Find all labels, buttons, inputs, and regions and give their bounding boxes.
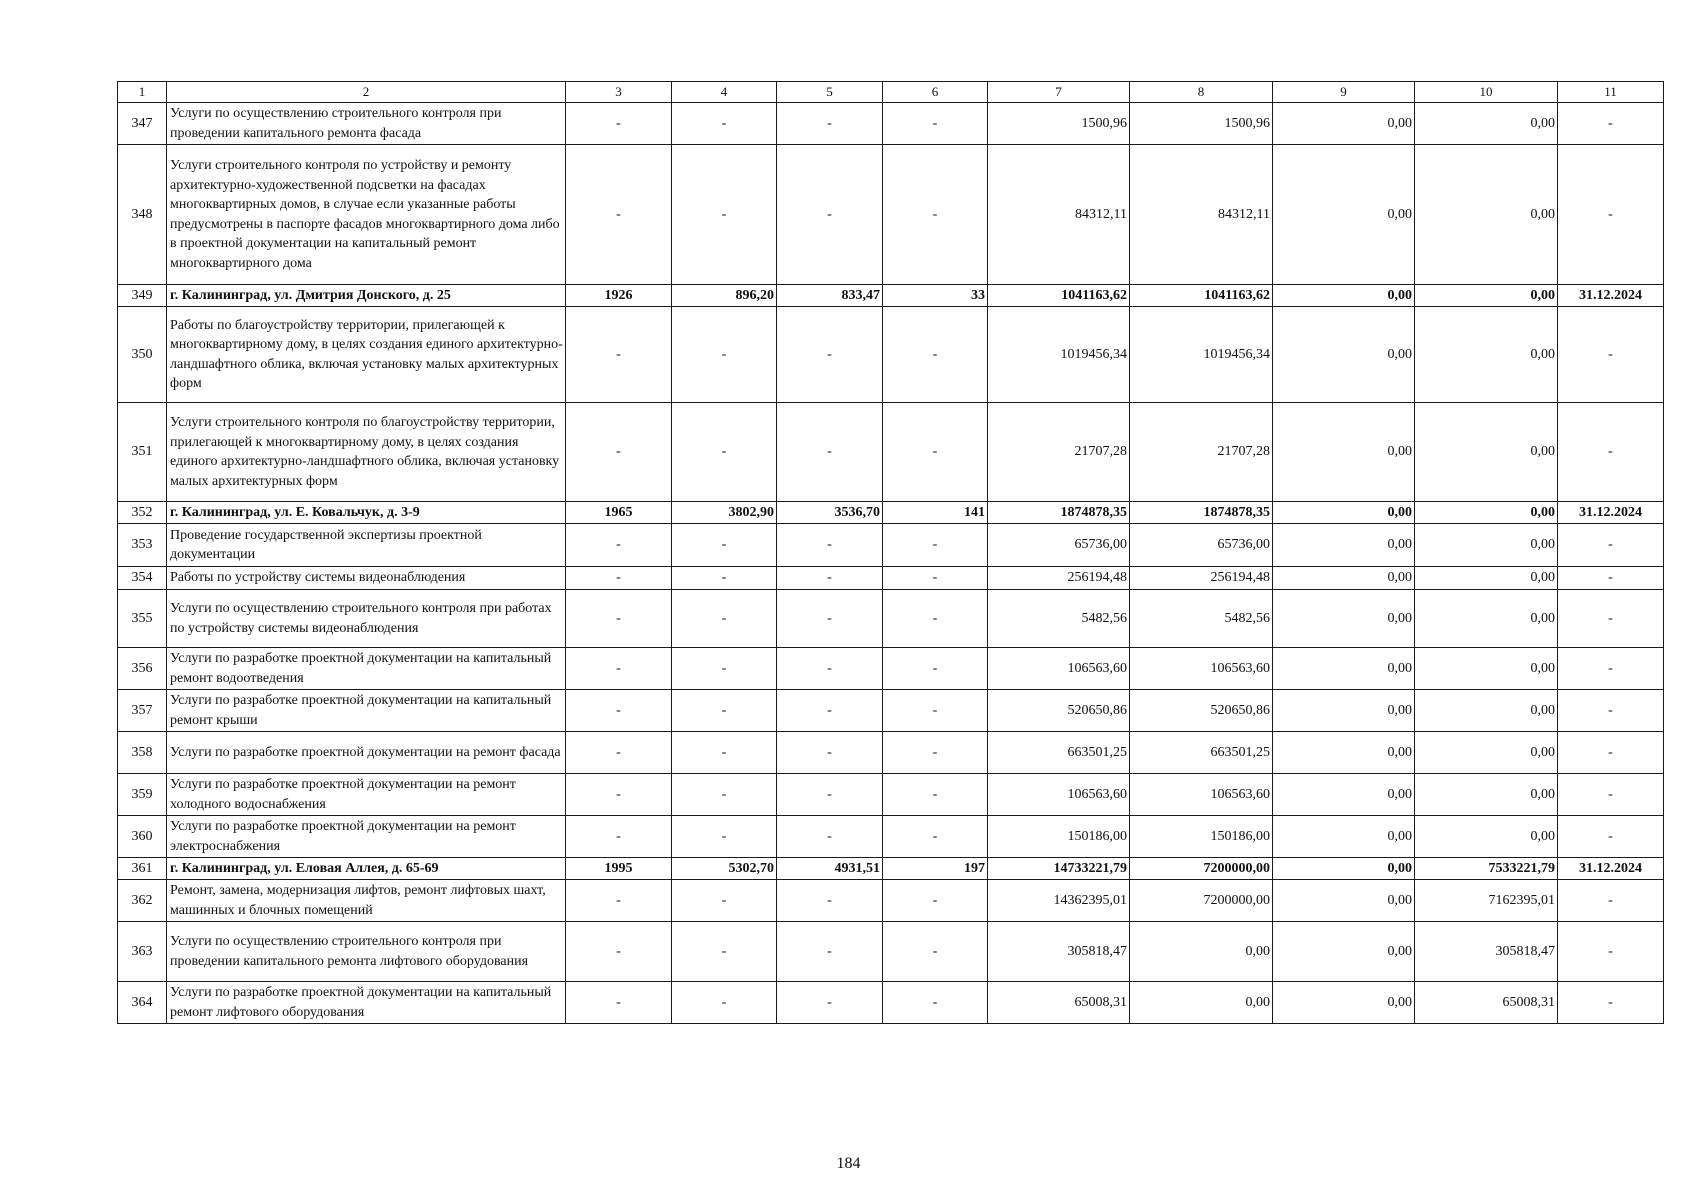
cost-owners-cell: 0,00 <box>1415 648 1558 690</box>
year-built-cell: 1926 <box>566 285 672 307</box>
area-living-cell: - <box>777 774 883 816</box>
row-number: 347 <box>118 103 167 145</box>
table-row <box>118 567 1664 590</box>
cost-fund-cell: 663501,25 <box>1130 732 1273 774</box>
row-number: 361 <box>118 858 167 880</box>
area-living-cell: - <box>777 590 883 648</box>
total-cost-cell: 106563,60 <box>988 774 1130 816</box>
work-description: Проведение государственной экспертизы проектной документации <box>167 524 566 567</box>
area-total-cell: - <box>672 403 777 502</box>
cost-budget-cell: 0,00 <box>1273 307 1415 403</box>
residents-cell: - <box>883 732 988 774</box>
year-built-cell: - <box>566 103 672 145</box>
deadline-cell: - <box>1558 880 1664 922</box>
cost-owners-cell: 0,00 <box>1415 403 1558 502</box>
residents-cell: - <box>883 648 988 690</box>
cost-budget-cell: 0,00 <box>1273 982 1415 1024</box>
deadline-cell: - <box>1558 648 1664 690</box>
cost-fund-cell: 0,00 <box>1130 982 1273 1024</box>
cost-owners-cell: 305818,47 <box>1415 922 1558 982</box>
col-header: 2 <box>167 82 566 103</box>
cost-fund-cell: 7200000,00 <box>1130 858 1273 880</box>
year-built-cell: - <box>566 145 672 285</box>
cost-fund-cell: 0,00 <box>1130 922 1273 982</box>
row-number: 353 <box>118 524 167 567</box>
cost-budget-cell: 0,00 <box>1273 145 1415 285</box>
cost-owners-cell: 0,00 <box>1415 524 1558 567</box>
col-header: 9 <box>1273 82 1415 103</box>
residents-cell: - <box>883 567 988 590</box>
cost-budget-cell: 0,00 <box>1273 567 1415 590</box>
cost-owners-cell: 0,00 <box>1415 774 1558 816</box>
deadline-cell: 31.12.2024 <box>1558 285 1664 307</box>
work-description: г. Калининград, ул. Еловая Аллея, д. 65-69 <box>167 858 566 880</box>
total-cost-cell: 106563,60 <box>988 648 1130 690</box>
work-description: Работы по благоустройству территории, прилегающей к многоквартирному дому, в целях создания единого архитектурно-ландшафтного облика, включая установку малых архитектурных форм <box>167 307 566 403</box>
work-description: Услуги по разработке проектной документации на ремонт фасада <box>167 732 566 774</box>
total-cost-cell: 21707,28 <box>988 403 1130 502</box>
row-number: 359 <box>118 774 167 816</box>
cost-budget-cell: 0,00 <box>1273 858 1415 880</box>
cost-owners-cell: 7162395,01 <box>1415 880 1558 922</box>
year-built-cell: - <box>566 774 672 816</box>
cost-owners-cell: 65008,31 <box>1415 982 1558 1024</box>
row-number: 351 <box>118 403 167 502</box>
residents-cell: - <box>883 524 988 567</box>
cost-owners-cell: 0,00 <box>1415 502 1558 524</box>
area-total-cell: - <box>672 732 777 774</box>
cost-owners-cell: 0,00 <box>1415 285 1558 307</box>
deadline-cell: - <box>1558 816 1664 858</box>
total-cost-cell: 1041163,62 <box>988 285 1130 307</box>
col-header: 11 <box>1558 82 1664 103</box>
work-description: Услуги по осуществлению строительного контроля при проведении капитального ремонта лифтового оборудования <box>167 922 566 982</box>
area-total-cell: - <box>672 103 777 145</box>
year-built-cell: - <box>566 816 672 858</box>
area-living-cell: 3536,70 <box>777 502 883 524</box>
column-number-row <box>118 82 1664 103</box>
residents-cell: - <box>883 922 988 982</box>
work-description: Услуги по осуществлению строительного контроля при проведении капитального ремонта фасада <box>167 103 566 145</box>
residents-cell: - <box>883 690 988 732</box>
total-cost-cell: 14733221,79 <box>988 858 1130 880</box>
area-total-cell: 896,20 <box>672 285 777 307</box>
residents-cell: - <box>883 307 988 403</box>
row-number: 349 <box>118 285 167 307</box>
cost-budget-cell: 0,00 <box>1273 880 1415 922</box>
cost-fund-cell: 5482,56 <box>1130 590 1273 648</box>
cost-budget-cell: 0,00 <box>1273 590 1415 648</box>
row-number: 355 <box>118 590 167 648</box>
table-row <box>118 690 1664 732</box>
row-number: 363 <box>118 922 167 982</box>
cost-fund-cell: 84312,11 <box>1130 145 1273 285</box>
table-body <box>118 103 1664 1024</box>
cost-fund-cell: 1500,96 <box>1130 103 1273 145</box>
cost-budget-cell: 0,00 <box>1273 524 1415 567</box>
area-living-cell: - <box>777 922 883 982</box>
cost-budget-cell: 0,00 <box>1273 922 1415 982</box>
area-total-cell: - <box>672 145 777 285</box>
deadline-cell: - <box>1558 690 1664 732</box>
total-cost-cell: 1874878,35 <box>988 502 1130 524</box>
residents-cell: 33 <box>883 285 988 307</box>
year-built-cell: - <box>566 982 672 1024</box>
row-number: 352 <box>118 502 167 524</box>
residents-cell: - <box>883 982 988 1024</box>
work-description: Услуги по разработке проектной документации на ремонт холодного водоснабжения <box>167 774 566 816</box>
area-living-cell: - <box>777 403 883 502</box>
total-cost-cell: 5482,56 <box>988 590 1130 648</box>
table-row <box>118 816 1664 858</box>
area-living-cell: - <box>777 524 883 567</box>
cost-fund-cell: 65736,00 <box>1130 524 1273 567</box>
area-living-cell: - <box>777 648 883 690</box>
cost-owners-cell: 0,00 <box>1415 732 1558 774</box>
total-cost-cell: 65008,31 <box>988 982 1130 1024</box>
year-built-cell: - <box>566 524 672 567</box>
cost-fund-cell: 1041163,62 <box>1130 285 1273 307</box>
table-row <box>118 590 1664 648</box>
total-cost-cell: 520650,86 <box>988 690 1130 732</box>
residents-cell: - <box>883 590 988 648</box>
row-number: 358 <box>118 732 167 774</box>
table-row <box>118 307 1664 403</box>
cost-owners-cell: 0,00 <box>1415 590 1558 648</box>
cost-budget-cell: 0,00 <box>1273 816 1415 858</box>
area-living-cell: - <box>777 567 883 590</box>
area-total-cell: - <box>672 524 777 567</box>
work-description: Услуги строительного контроля по устройству и ремонту архитектурно-художественной подсветки на фасадах многоквартирных домов, в случае если указанные работы предусмотрены в паспорте фасадов многоквартирного дома либо в проектной документации на капитальный ремонт многоквартирного дома <box>167 145 566 285</box>
col-header: 10 <box>1415 82 1558 103</box>
deadline-cell: - <box>1558 567 1664 590</box>
total-cost-cell: 305818,47 <box>988 922 1130 982</box>
area-total-cell: - <box>672 982 777 1024</box>
table-row <box>118 502 1664 524</box>
row-number: 357 <box>118 690 167 732</box>
work-description: Услуги по разработке проектной документации на ремонт электроснабжения <box>167 816 566 858</box>
table-row <box>118 145 1664 285</box>
cost-fund-cell: 256194,48 <box>1130 567 1273 590</box>
total-cost-cell: 14362395,01 <box>988 880 1130 922</box>
deadline-cell: - <box>1558 732 1664 774</box>
work-description: Услуги по разработке проектной документации на капитальный ремонт крыши <box>167 690 566 732</box>
area-living-cell: 833,47 <box>777 285 883 307</box>
table-row <box>118 403 1664 502</box>
deadline-cell: - <box>1558 774 1664 816</box>
area-living-cell: - <box>777 307 883 403</box>
row-number: 356 <box>118 648 167 690</box>
area-total-cell: - <box>672 816 777 858</box>
cost-budget-cell: 0,00 <box>1273 732 1415 774</box>
area-total-cell: - <box>672 922 777 982</box>
row-number: 348 <box>118 145 167 285</box>
residents-cell: - <box>883 816 988 858</box>
residents-cell: - <box>883 403 988 502</box>
total-cost-cell: 150186,00 <box>988 816 1130 858</box>
work-description: Услуги строительного контроля по благоустройству территории, прилегающей к многоквартирному дому, в целях создания единого архитектурно-ландшафтного облика, включая установку малых архитектурных форм <box>167 403 566 502</box>
table-row <box>118 982 1664 1024</box>
cost-budget-cell: 0,00 <box>1273 285 1415 307</box>
deadline-cell: - <box>1558 403 1664 502</box>
year-built-cell: - <box>566 922 672 982</box>
col-header: 5 <box>777 82 883 103</box>
cost-fund-cell: 7200000,00 <box>1130 880 1273 922</box>
total-cost-cell: 663501,25 <box>988 732 1130 774</box>
cost-budget-cell: 0,00 <box>1273 690 1415 732</box>
residents-cell: - <box>883 774 988 816</box>
cost-fund-cell: 1019456,34 <box>1130 307 1273 403</box>
residents-cell: 141 <box>883 502 988 524</box>
row-number: 362 <box>118 880 167 922</box>
residents-cell: - <box>883 103 988 145</box>
area-total-cell: - <box>672 567 777 590</box>
area-total-cell: - <box>672 307 777 403</box>
work-description: Услуги по разработке проектной документации на капитальный ремонт водоотведения <box>167 648 566 690</box>
table-row <box>118 648 1664 690</box>
cost-budget-cell: 0,00 <box>1273 103 1415 145</box>
area-living-cell: - <box>777 145 883 285</box>
area-living-cell: - <box>777 103 883 145</box>
cost-owners-cell: 0,00 <box>1415 567 1558 590</box>
deadline-cell: - <box>1558 145 1664 285</box>
table-row <box>118 774 1664 816</box>
deadline-cell: - <box>1558 103 1664 145</box>
cost-fund-cell: 150186,00 <box>1130 816 1273 858</box>
cost-owners-cell: 0,00 <box>1415 103 1558 145</box>
table-row <box>118 922 1664 982</box>
row-number: 364 <box>118 982 167 1024</box>
table-row <box>118 285 1664 307</box>
area-living-cell: 4931,51 <box>777 858 883 880</box>
area-living-cell: - <box>777 690 883 732</box>
table-row <box>118 103 1664 145</box>
area-total-cell: 5302,70 <box>672 858 777 880</box>
table-row <box>118 858 1664 880</box>
year-built-cell: - <box>566 732 672 774</box>
year-built-cell: - <box>566 590 672 648</box>
year-built-cell: 1995 <box>566 858 672 880</box>
area-living-cell: - <box>777 982 883 1024</box>
col-header: 6 <box>883 82 988 103</box>
residents-cell: - <box>883 145 988 285</box>
area-total-cell: - <box>672 774 777 816</box>
table-row <box>118 732 1664 774</box>
col-header: 7 <box>988 82 1130 103</box>
cost-budget-cell: 0,00 <box>1273 774 1415 816</box>
cost-owners-cell: 0,00 <box>1415 690 1558 732</box>
work-description: г. Калининград, ул. Дмитрия Донского, д. 25 <box>167 285 566 307</box>
cost-owners-cell: 0,00 <box>1415 307 1558 403</box>
area-living-cell: - <box>777 816 883 858</box>
total-cost-cell: 1500,96 <box>988 103 1130 145</box>
row-number: 354 <box>118 567 167 590</box>
area-total-cell: 3802,90 <box>672 502 777 524</box>
cost-owners-cell: 0,00 <box>1415 816 1558 858</box>
year-built-cell: - <box>566 403 672 502</box>
row-number: 360 <box>118 816 167 858</box>
year-built-cell: - <box>566 567 672 590</box>
cost-fund-cell: 520650,86 <box>1130 690 1273 732</box>
year-built-cell: - <box>566 307 672 403</box>
deadline-cell: 31.12.2024 <box>1558 502 1664 524</box>
residents-cell: 197 <box>883 858 988 880</box>
cost-budget-cell: 0,00 <box>1273 403 1415 502</box>
cost-fund-cell: 1874878,35 <box>1130 502 1273 524</box>
col-header: 4 <box>672 82 777 103</box>
year-built-cell: - <box>566 880 672 922</box>
deadline-cell: - <box>1558 590 1664 648</box>
total-cost-cell: 65736,00 <box>988 524 1130 567</box>
col-header: 8 <box>1130 82 1273 103</box>
area-total-cell: - <box>672 648 777 690</box>
year-built-cell: 1965 <box>566 502 672 524</box>
cost-fund-cell: 21707,28 <box>1130 403 1273 502</box>
work-description: Услуги по осуществлению строительного контроля при работах по устройству системы видеонаблюдения <box>167 590 566 648</box>
table-row <box>118 880 1664 922</box>
area-living-cell: - <box>777 732 883 774</box>
cost-owners-cell: 0,00 <box>1415 145 1558 285</box>
work-description: Ремонт, замена, модернизация лифтов, ремонт лифтовых шахт, машинных и блочных помещений <box>167 880 566 922</box>
cost-fund-cell: 106563,60 <box>1130 774 1273 816</box>
cost-budget-cell: 0,00 <box>1273 648 1415 690</box>
total-cost-cell: 256194,48 <box>988 567 1130 590</box>
area-total-cell: - <box>672 880 777 922</box>
col-header: 1 <box>118 82 167 103</box>
deadline-cell: 31.12.2024 <box>1558 858 1664 880</box>
area-living-cell: - <box>777 880 883 922</box>
deadline-cell: - <box>1558 982 1664 1024</box>
area-total-cell: - <box>672 590 777 648</box>
cost-budget-cell: 0,00 <box>1273 502 1415 524</box>
deadline-cell: - <box>1558 524 1664 567</box>
cost-fund-cell: 106563,60 <box>1130 648 1273 690</box>
year-built-cell: - <box>566 648 672 690</box>
residents-cell: - <box>883 880 988 922</box>
page-number: 184 <box>836 1155 861 1172</box>
total-cost-cell: 84312,11 <box>988 145 1130 285</box>
area-total-cell: - <box>672 690 777 732</box>
work-description: Услуги по разработке проектной документации на капитальный ремонт лифтового оборудования <box>167 982 566 1024</box>
cost-owners-cell: 7533221,79 <box>1415 858 1558 880</box>
deadline-cell: - <box>1558 922 1664 982</box>
row-number: 350 <box>118 307 167 403</box>
work-description: Работы по устройству системы видеонаблюдения <box>167 567 566 590</box>
total-cost-cell: 1019456,34 <box>988 307 1130 403</box>
register-table <box>117 81 1664 1024</box>
work-description: г. Калининград, ул. Е. Ковальчук, д. 3-9 <box>167 502 566 524</box>
deadline-cell: - <box>1558 307 1664 403</box>
table-row <box>118 524 1664 567</box>
col-header: 3 <box>566 82 672 103</box>
year-built-cell: - <box>566 690 672 732</box>
